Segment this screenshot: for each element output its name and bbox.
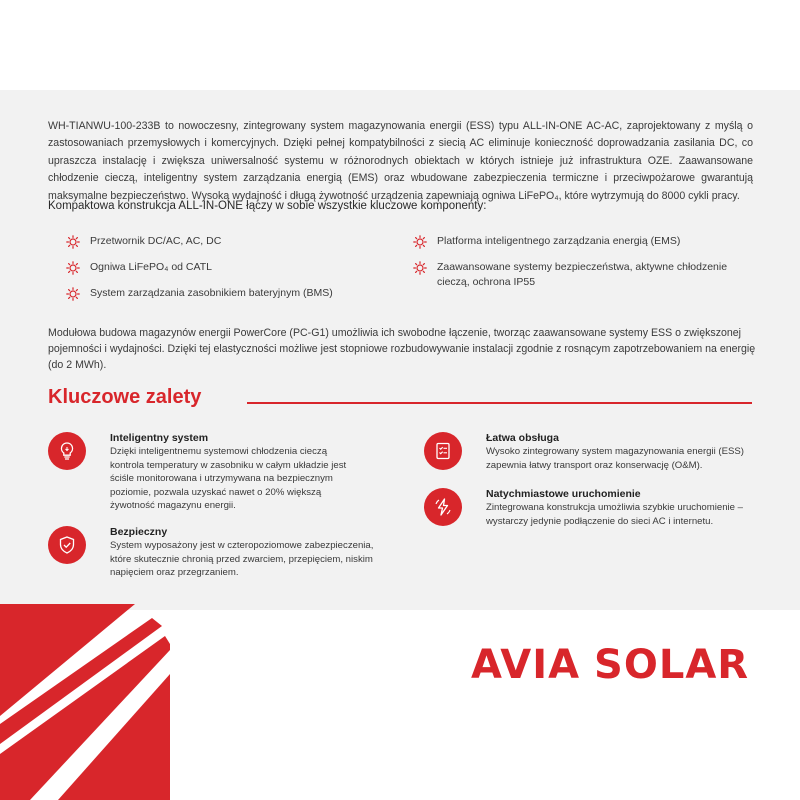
advantage-text: Zintegrowana konstrukcja umożliwia szybkie uruchomienie – wystarczy jedynie podłączenie do sieci AC i internetu. bbox=[486, 502, 744, 527]
logo-solar: SOLAR bbox=[594, 642, 750, 688]
advantage-text: Wysoko zintegrowany system magazynowania energii (ESS) zapewnia łatwy transport oraz konserwację (O&M). bbox=[486, 446, 744, 471]
advantages-title: Kluczowe zalety bbox=[48, 386, 202, 408]
lightning-icon bbox=[424, 488, 462, 526]
logo-brand: AVIA bbox=[471, 642, 581, 688]
advantage-title: Natychmiastowe uruchomienie bbox=[486, 488, 641, 500]
intro-paragraph: WH-TIANWU-100-233B to nowoczesny, zintegrowany system magazynowania energii (ESS) typu ALL-IN-ONE AC-AC, zaprojektowany z myślą o zastosowaniach przemysłowych i komercyjnych. Dzięki pełnej kompatybilności z siecią AC eliminuje konieczność doprowadzania zasilania DC, co upraszcza instalację i zwiększa uniwersalność systemu w różnorodnych obiektach w których istnieje już infrastruktura OZE. Zaawansowane chłodzenie cieczą, inteligentny system zarządzania energią (EMS) oraz wbudowane zabezpieczenia termiczne i przeciwpożarowe gwarantują maksymalne bezpieczeństwo. Wysoką wydajność i długą żywotność urządzenia zapewniają ogniwa LiFePO₄, które wytrzymują do 8000 cykli pracy. bbox=[48, 120, 753, 202]
avia-solar-logo bbox=[471, 640, 761, 690]
advantage-easy bbox=[424, 432, 754, 482]
bulb-icon-glyph bbox=[56, 440, 78, 462]
feature-text: Platforma inteligentnego zarządzania energią (EMS) bbox=[437, 235, 681, 247]
road-stripes-graphic bbox=[0, 604, 170, 800]
advantage-title: Łatwa obsługa bbox=[486, 432, 559, 444]
feature-text: Ogniwa LiFePO₄ od CATL bbox=[90, 261, 212, 273]
list-item bbox=[66, 234, 386, 249]
bulb-icon bbox=[48, 432, 86, 470]
sun-icon bbox=[413, 261, 427, 275]
lightning-icon-glyph bbox=[432, 496, 454, 518]
list-item bbox=[66, 286, 386, 301]
feature-text: System zarządzania zasobnikiem bateryjnym (BMS) bbox=[90, 287, 333, 299]
list-item bbox=[413, 260, 753, 290]
checklist-icon-glyph bbox=[432, 440, 454, 462]
sun-icon bbox=[66, 287, 80, 301]
feature-list-right bbox=[413, 234, 753, 301]
feature-text: Zaawansowane systemy bezpieczeństwa, aktywne chłodzenie cieczą, ochrona IP55 bbox=[437, 261, 728, 288]
sun-icon bbox=[66, 235, 80, 249]
sun-icon bbox=[413, 235, 427, 249]
feature-text: Przetwornik DC/AC, AC, DC bbox=[90, 235, 222, 247]
advantage-title: Inteligentny system bbox=[110, 432, 209, 444]
shield-icon bbox=[48, 526, 86, 564]
sun-icon bbox=[66, 261, 80, 275]
title-divider bbox=[247, 402, 752, 404]
advantage-text: System wyposażony jest w czteropoziomowe zabezpieczenia, które skutecznie chronią przed zwarciem, przepięciem, niskim napięciem oraz przegrzaniem. bbox=[110, 540, 374, 579]
checklist-icon bbox=[424, 432, 462, 470]
advantage-safe bbox=[48, 526, 388, 586]
modular-paragraph: Modułowa budowa magazynów energii PowerCore (PC-G1) umożliwia ich swobodne łączenie, tworząc zaawansowane systemy ESS o zwiększonej pojemności i wydajności. Dzięki tej elastyczności możliwe jest stopniowe rozbudowywanie instalacji zgodnie z rosnącym zapotrzebowaniem na energię (do 2 MWh). bbox=[48, 327, 756, 371]
compact-title: Kompaktowa konstrukcja ALL-IN-ONE łączy w sobie wszystkie kluczowe komponenty: bbox=[48, 200, 487, 212]
advantage-title: Bezpieczny bbox=[110, 526, 168, 538]
advantage-instant bbox=[424, 488, 754, 538]
advantage-text: Dzięki inteligentnemu systemowi chłodzenia cieczą kontrola temperatury w zasobniku w całym układzie jest ściśle monitorowana i utrzymywana na bezpiecznym poziomie, pozwala uzyskać nawet o 20% większą żywotność magazynu energii. bbox=[110, 446, 347, 512]
list-item bbox=[413, 234, 753, 249]
shield-icon-glyph bbox=[56, 534, 78, 556]
feature-list-left bbox=[66, 234, 386, 312]
list-item bbox=[66, 260, 386, 275]
advantage-intelligent bbox=[48, 432, 378, 522]
